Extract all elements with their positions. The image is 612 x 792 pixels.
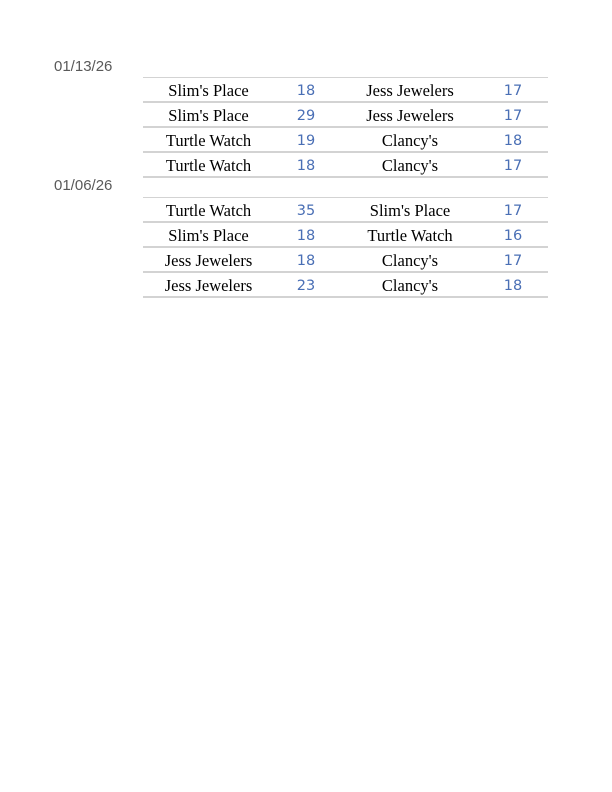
home-team: Jess Jewelers	[164, 251, 253, 270]
table-row	[143, 248, 548, 273]
home-score: 18	[296, 253, 316, 269]
table-row	[143, 223, 548, 248]
table-row	[143, 198, 548, 223]
week-date: 01/06/26	[54, 177, 113, 194]
away-team: Slim's Place	[369, 201, 451, 220]
away-score: 18	[503, 278, 523, 294]
away-score: 17	[503, 158, 523, 174]
home-score: 19	[296, 133, 316, 149]
home-score: 18	[296, 83, 316, 99]
table-row	[143, 273, 548, 298]
home-team: Slim's Place	[168, 81, 249, 100]
away-team: Jess Jewelers	[366, 81, 454, 100]
table-row	[143, 128, 548, 153]
home-team: Turtle Watch	[165, 156, 252, 175]
table-row	[143, 103, 548, 128]
home-score: 29	[296, 108, 316, 124]
away-score: 17	[503, 108, 523, 124]
home-score: 23	[296, 278, 316, 294]
away-score: 17	[503, 203, 523, 219]
home-score: 18	[296, 228, 316, 244]
table-row	[143, 153, 548, 178]
away-score: 16	[503, 228, 523, 244]
home-team: Turtle Watch	[165, 131, 252, 150]
away-score: 17	[503, 83, 523, 99]
table-row	[143, 78, 548, 103]
home-team: Jess Jewelers	[164, 276, 253, 295]
results-table	[143, 197, 548, 298]
home-team: Slim's Place	[168, 106, 249, 125]
home-score: 35	[296, 203, 316, 219]
home-score: 18	[296, 158, 316, 174]
away-score: 17	[503, 253, 523, 269]
away-score: 18	[503, 133, 523, 149]
away-team: Turtle Watch	[367, 226, 453, 245]
away-team: Clancy's	[381, 156, 439, 175]
away-team: Clancy's	[381, 131, 439, 150]
week-date: 01/13/26	[54, 58, 113, 75]
away-team: Clancy's	[381, 276, 439, 295]
away-team: Clancy's	[381, 251, 439, 270]
home-team: Turtle Watch	[165, 201, 252, 220]
results-table	[143, 77, 548, 178]
away-team: Jess Jewelers	[366, 106, 454, 125]
home-team: Slim's Place	[168, 226, 249, 245]
